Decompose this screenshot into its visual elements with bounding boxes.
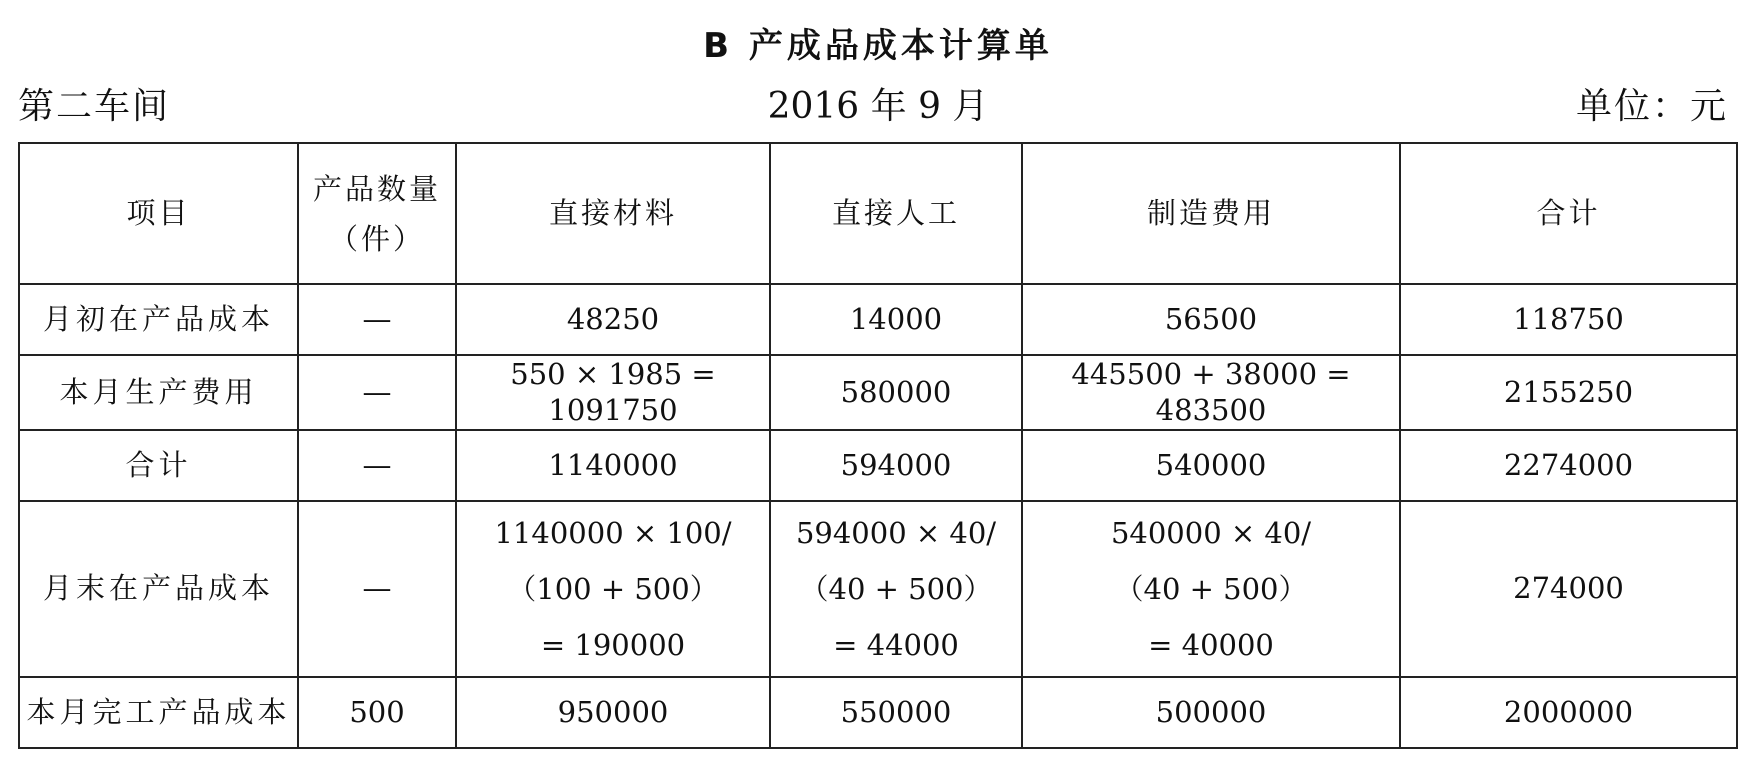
header-row xyxy=(19,143,1737,284)
cell-material xyxy=(456,501,770,677)
cell-total: 118750 xyxy=(1400,284,1737,355)
table-row-current-cost xyxy=(19,355,1737,430)
row-label: 月初在产品成本 xyxy=(19,284,298,355)
cell-quantity: — xyxy=(298,355,456,430)
cell-total: 2000000 xyxy=(1400,677,1737,748)
cell-labor xyxy=(770,501,1022,677)
cell-material: 950000 xyxy=(456,677,770,748)
cell-overhead xyxy=(1022,501,1400,677)
cell-overhead: 56500 xyxy=(1022,284,1400,355)
cell-overhead: 445500 + 38000 = 483500 xyxy=(1022,355,1400,430)
period-label: 2016 年 9 月 xyxy=(767,86,989,127)
formula-line: = 44000 xyxy=(833,627,959,662)
cell-material: 1140000 xyxy=(456,430,770,501)
row-label: 本月完工产品成本 xyxy=(19,677,298,748)
header-item: 项目 xyxy=(19,143,298,284)
header-material: 直接材料 xyxy=(456,143,770,284)
header-quantity-line1: 产品数量 xyxy=(312,171,441,206)
row-label: 月末在产品成本 xyxy=(19,501,298,677)
cell-labor: 14000 xyxy=(770,284,1022,355)
cell-quantity: 500 xyxy=(298,677,456,748)
header-quantity xyxy=(298,143,456,284)
table-row-subtotal xyxy=(19,430,1737,501)
table-row-finished-goods xyxy=(19,677,1737,748)
table-row-opening-wip xyxy=(19,284,1737,355)
formula-line: 594000 × 40/ xyxy=(795,515,997,550)
cell-overhead: 540000 xyxy=(1022,430,1400,501)
formula-line: 540000 × 40/ xyxy=(1110,515,1312,550)
header-total: 合计 xyxy=(1400,143,1737,284)
cell-total: 2274000 xyxy=(1400,430,1737,501)
cell-labor: 550000 xyxy=(770,677,1022,748)
header-labor: 直接人工 xyxy=(770,143,1022,284)
unit-label: 单位：元 xyxy=(1575,86,1728,127)
formula-line: = 190000 xyxy=(540,627,686,662)
formula-line: （40 + 500） xyxy=(1114,571,1308,606)
cell-labor: 594000 xyxy=(770,430,1022,501)
row-label: 本月生产费用 xyxy=(19,355,298,430)
row-label: 合计 xyxy=(19,430,298,501)
workshop-label: 第二车间 xyxy=(18,86,171,127)
cell-total: 2155250 xyxy=(1400,355,1737,430)
cell-material: 48250 xyxy=(456,284,770,355)
document-title: B 产成品成本计算单 xyxy=(703,26,1053,66)
cost-table xyxy=(18,142,1738,749)
header-quantity-line2: （件） xyxy=(328,221,425,256)
cell-overhead: 500000 xyxy=(1022,677,1400,748)
cell-quantity: — xyxy=(298,284,456,355)
formula-line: （40 + 500） xyxy=(799,571,993,606)
formula-line: = 40000 xyxy=(1148,627,1274,662)
cell-quantity: — xyxy=(298,430,456,501)
cell-quantity: — xyxy=(298,501,456,677)
cell-total: 274000 xyxy=(1400,501,1737,677)
table-row-closing-wip xyxy=(19,501,1737,677)
formula-line: （100 + 500） xyxy=(507,571,719,606)
header-overhead: 制造费用 xyxy=(1022,143,1400,284)
cell-material: 550 × 1985 = 1091750 xyxy=(456,355,770,430)
cell-labor: 580000 xyxy=(770,355,1022,430)
formula-line: 1140000 × 100/ xyxy=(494,515,732,550)
